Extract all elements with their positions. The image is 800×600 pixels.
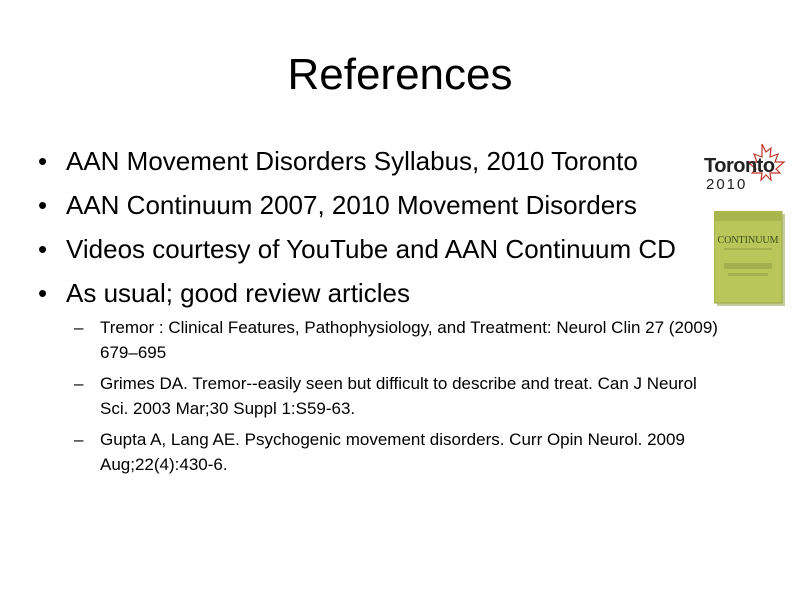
bullet-dot-icon: • bbox=[38, 190, 48, 220]
dash-icon: – bbox=[74, 374, 84, 393]
bullet-text: AAN Continuum 2007, 2010 Movement Disorders bbox=[66, 190, 637, 220]
review-articles-list bbox=[66, 315, 718, 477]
toronto-2010-logo bbox=[700, 142, 792, 194]
sub-bullet-text: Gupta A, Lang AE. Psychogenic movement disorders. Curr Opin Neurol. 2009 Aug;22(4):430-6. bbox=[100, 430, 685, 474]
references-list bbox=[36, 144, 718, 486]
bullet-item bbox=[36, 276, 718, 477]
sub-bullet-item bbox=[66, 427, 720, 477]
dash-icon: – bbox=[74, 430, 84, 449]
dash-icon: – bbox=[74, 318, 84, 337]
continuum-book-cover bbox=[714, 211, 786, 307]
sub-bullet-item bbox=[66, 371, 720, 421]
bullet-dot-icon: • bbox=[38, 146, 48, 176]
bullet-item bbox=[36, 144, 676, 179]
book-title: CONTINUUM bbox=[717, 235, 779, 246]
logo-year: 2010 bbox=[706, 176, 748, 193]
sub-bullet-item bbox=[66, 315, 720, 365]
sub-bullet-text: Grimes DA. Tremor--easily seen but difficult to describe and treat. Can J Neurol Sci. 2003 Mar;30 Suppl 1:S59-63. bbox=[100, 374, 697, 418]
bullet-text: AAN Movement Disorders Syllabus, 2010 Toronto bbox=[66, 146, 638, 176]
bullet-text: Videos courtesy of YouTube and AAN Continuum CD bbox=[66, 234, 676, 264]
bullet-item bbox=[36, 232, 676, 267]
sub-bullet-text: Tremor : Clinical Features, Pathophysiology, and Treatment: Neurol Clin 27 (2009) 679–695 bbox=[100, 318, 718, 362]
logo-word: Toronto bbox=[704, 155, 775, 177]
bullet-dot-icon: • bbox=[38, 278, 48, 308]
bullet-dot-icon: • bbox=[38, 234, 48, 264]
bullet-item bbox=[36, 188, 676, 223]
bullet-text: As usual; good review articles bbox=[66, 278, 410, 308]
slide-title: References bbox=[287, 50, 513, 99]
